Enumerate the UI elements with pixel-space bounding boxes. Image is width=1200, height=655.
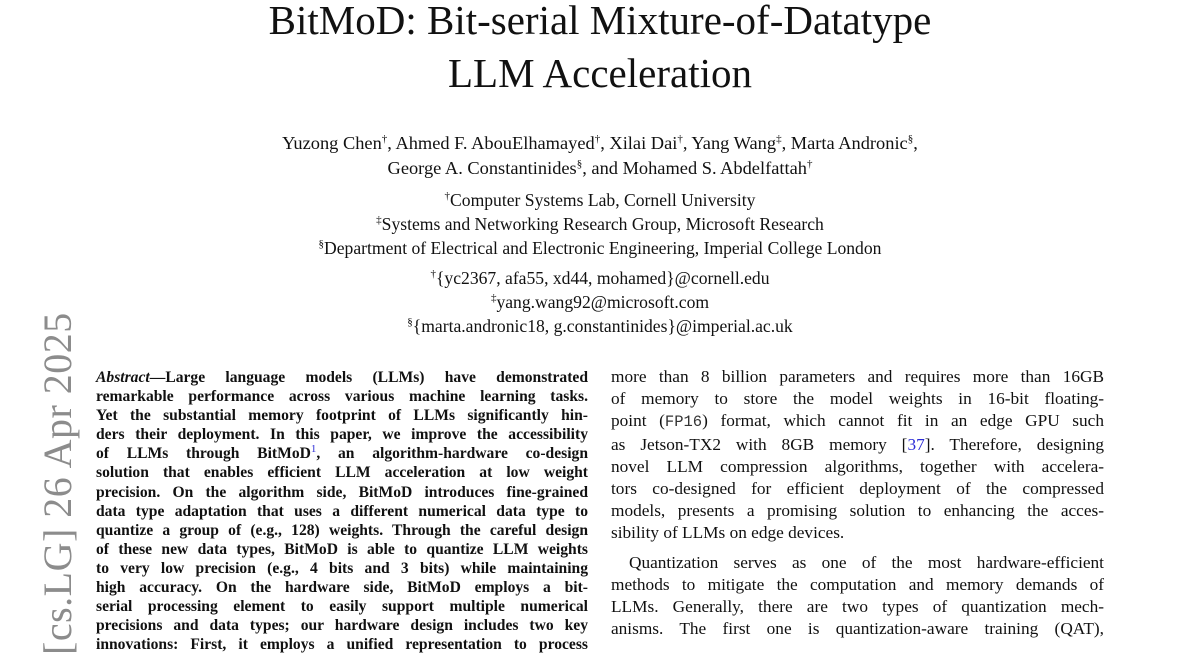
affiliation-mark: ‡ — [376, 214, 382, 227]
author-name: , Xilai Dai — [600, 133, 678, 153]
author-name: Yuzong Chen — [282, 133, 382, 153]
body-line: LLMs. Generally, there are two types of quantization mech- — [611, 597, 1104, 617]
body-line: Quantization serves as one of the most hardware-efficient — [629, 552, 1104, 572]
abstract-line: innovations: First, it employs a unified representation to process — [96, 636, 588, 654]
abstract-label: Abstract — [96, 369, 150, 386]
affiliation-mark: § — [907, 132, 914, 145]
author-name: George A. Constantinides — [387, 158, 577, 178]
affiliation-mark: ‡ — [490, 292, 497, 305]
affiliation-mark: † — [444, 190, 451, 203]
email-entry — [0, 290, 1200, 314]
affiliation-mark: † — [677, 132, 683, 145]
affiliation-mark: § — [318, 238, 325, 251]
affiliation-mark: † — [430, 268, 436, 281]
body-line: anisms. The first one is quantization-aware training (QAT), — [611, 619, 1104, 639]
email-list — [0, 266, 1200, 338]
body-line: tors co-designed for efficient deployment of the compressed — [611, 479, 1104, 499]
abstract-line: quantize a group of (e.g., 128) weights. Through the careful design — [96, 521, 588, 539]
abstract-line: of these new data types, BitMoD is able to quantize LLM weights — [96, 540, 588, 558]
affiliation-text: Department of Electrical and Electronic Engineering, Imperial College London — [324, 238, 882, 258]
abstract-line: Abstract—Large language models (LLMs) have demonstrated — [96, 369, 588, 386]
author-line-1 — [0, 131, 1200, 156]
body-line: sibility of LLMs on edge devices. — [611, 523, 845, 543]
paper-title — [0, 0, 1200, 100]
affiliation — [0, 188, 1200, 212]
body-line: point (FP16) format, which cannot fit in an edge GPU such — [611, 411, 1104, 432]
title-line-2: LLM Acceleration — [448, 50, 752, 96]
abstract-line: precision. On the algorithm side, BitMoD introduces fine-grained — [96, 483, 588, 501]
author-name: , Ahmed F. AbouElhamayed — [387, 133, 595, 153]
arxiv-sidebar-stamp: [cs.LG] 26 Apr 2025 — [35, 312, 80, 655]
affiliation-text: Computer Systems Lab, Cornell University — [450, 190, 756, 210]
abstract-line: remarkable performance across various machine learning tasks. — [96, 388, 588, 406]
body-paragraph-1 — [611, 366, 1104, 545]
abstract-line: serial processing element to easily support multiple numerical — [96, 598, 588, 616]
author-list — [0, 131, 1200, 181]
author-name: , Marta Andronic — [781, 133, 908, 153]
affiliation-mark: † — [806, 157, 813, 170]
citation-link[interactable]: 37 — [907, 434, 925, 454]
affiliation-mark: ‡ — [776, 132, 782, 145]
affiliation-mark: § — [576, 157, 583, 170]
abstract-line: data type adaptation that uses a different numerical data type to — [96, 502, 588, 520]
body-line: more than 8 billion parameters and requires more than 16GB — [611, 367, 1104, 386]
abstract-line: high accuracy. On the hardware side, BitMoD employs a bit- — [96, 579, 588, 597]
abstract-line: solution that enables efficient LLM acceleration at low weight — [96, 464, 588, 482]
abstract-line: precisions and data types; our hardware design includes two key — [96, 617, 588, 635]
email-entry — [0, 266, 1200, 290]
abstract-line: of LLMs through BitMoD$^1$, an algorithm-hardware co-design — [96, 443, 588, 463]
inline-code: FP16 — [664, 413, 703, 432]
affiliation-list — [0, 188, 1200, 260]
author-separator: , — [913, 133, 918, 153]
body-line: as Jetson-TX2 with 8GB memory [37]. Therefore, designing — [611, 434, 1104, 454]
affiliation — [0, 236, 1200, 260]
affiliation-mark: § — [407, 316, 413, 329]
email-text: {marta.andronic18, g.constantinides}@imperial.ac.uk — [412, 316, 793, 336]
email-entry — [0, 314, 1200, 338]
intro-body — [611, 366, 1104, 640]
abstract — [96, 368, 588, 654]
affiliation — [0, 212, 1200, 236]
body-line: models, presents a promising solution to enhancing the acces- — [611, 501, 1104, 521]
body-line: novel LLM compression algorithms, together with accelera- — [611, 456, 1104, 476]
body-line: of memory to store the model weights in 16-bit floating- — [611, 389, 1104, 409]
abstract-line: ders their deployment. In this paper, we improve the accessibility — [96, 426, 588, 444]
email-text: {yc2367, afa55, xd44, mohamed}@cornell.edu — [435, 268, 770, 288]
abstract-line: Yet the substantial memory footprint of LLMs significantly hin- — [96, 407, 588, 425]
body-paragraph-2 — [611, 552, 1104, 641]
footnote-link[interactable]: 1 — [310, 443, 317, 456]
affiliation-mark: † — [381, 132, 388, 145]
author-line-2 — [0, 156, 1200, 181]
author-name: , Yang Wang — [682, 133, 777, 153]
title-line-1: BitMoD: Bit-serial Mixture-of-Datatype — [268, 0, 932, 43]
abstract-line: to very low precision (e.g., 4 bits and 3 bits) while maintaining — [96, 559, 588, 577]
author-name: , and Mohamed S. Abdelfattah — [582, 158, 807, 178]
body-line: methods to mitigate the computation and memory demands of — [611, 574, 1104, 594]
email-text: yang.wang92@microsoft.com — [496, 292, 710, 312]
affiliation-mark: † — [594, 132, 601, 145]
affiliation-text: Systems and Networking Research Group, Microsoft Research — [381, 214, 824, 234]
